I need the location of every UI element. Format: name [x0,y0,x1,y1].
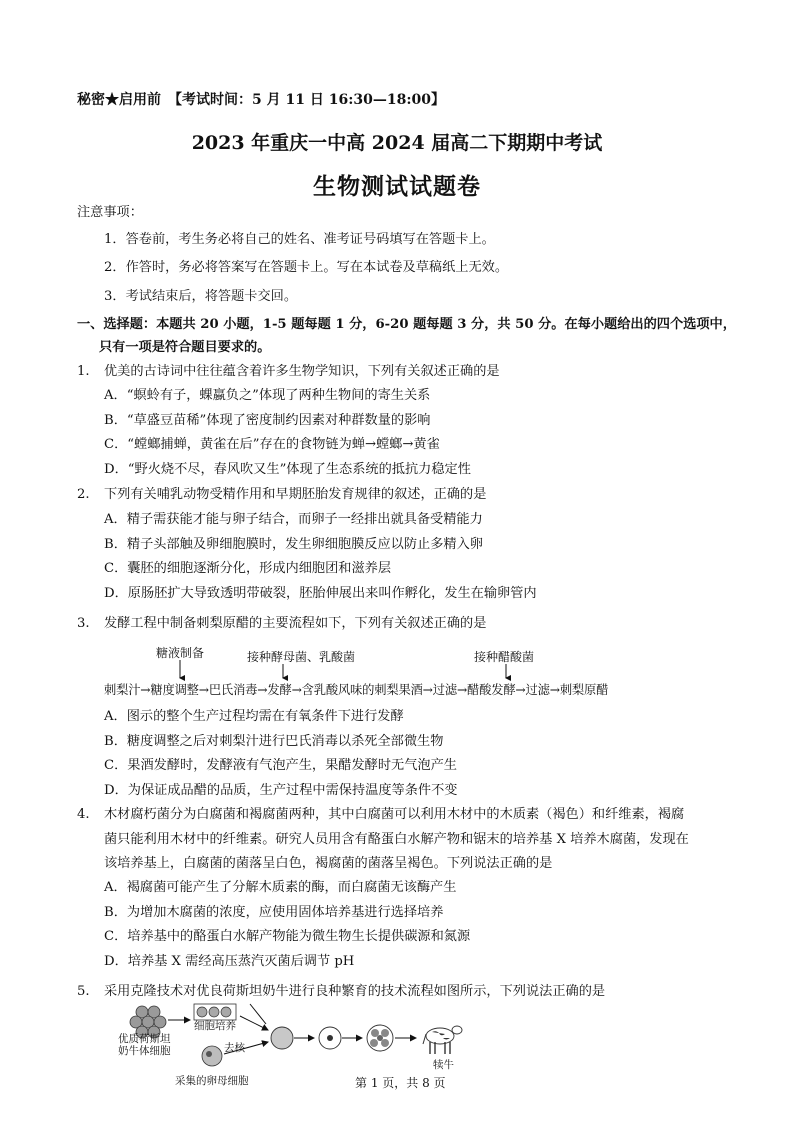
question-stem: 采用克隆技术对优良荷斯坦奶牛进行良种繁育的技术流程如图所示，下列说法正确的是 [104,984,606,999]
zygote-icon [319,1027,341,1049]
question-stem: 菌只能利用木材中的纤维素。研究人员用含有酪蛋白水解产物和锯末的培养基 X 培养木腐菌，发现在 [104,832,689,847]
question-stem: 优美的古诗词中往往蕴含着许多生物学知识，下列有关叙述正确的是 [104,364,500,379]
exam-secret-line: 秘密★启用前 【考试时间：5 月 11 日 16:30—18:00】 [77,92,445,108]
question-option: D．原肠胚扩大导致透明带破裂，胚胎伸展出来叫作孵化，发生在输卵管内 [104,586,537,601]
note-item: 3．考试结束后，将答题卡交回。 [104,289,298,304]
early-embryo-icon [367,1025,393,1051]
question-option: B．糖度调整之后对刺梨汁进行巴氏消毒以杀死全部微生物 [104,734,444,749]
question-option: C．“螳螂捕蝉，黄雀在后”存在的食物链为蝉→螳螂→黄雀 [104,437,440,452]
question-number: 4. [77,807,90,822]
question-number: 3. [77,616,90,631]
question-option: A．图示的整个生产过程均需在有氧条件下进行发酵 [104,709,404,724]
notes-heading: 注意事项： [77,205,143,220]
question-option: D．培养基 X 需经高压蒸汽灭菌后调节 pH [104,954,355,969]
question-stem: 木材腐朽菌分为白腐菌和褐腐菌两种，其中白腐菌可以利用木材中的木质素（褐色）和纤维素，褐腐 [104,807,685,822]
arrow-right-icon [240,1016,268,1030]
question-stem: 该培养基上，白腐菌的菌落呈白色，褐腐菌的菌落呈褐色。下列说法正确的是 [104,856,553,871]
question-option: C．培养基中的酪蛋白水解产物能为微生物生长提供碳源和氮源 [104,929,471,944]
calf-label: 犊牛 [433,1059,454,1071]
calf-icon [423,1026,462,1054]
injection-needle-icon [250,1004,266,1024]
section-heading-line1: 一、选择题：本题共 20 小题，1-5 题每题 1 分，6-20 题每题 3 分，共 50 分。在每小题给出的四个选项中， [77,317,736,332]
enucleate-label: 去核 [224,1042,245,1054]
oocyte-icon [202,1046,222,1066]
donor-cell-label-line1: 优质荷斯坦 [118,1033,171,1045]
flow-label-inoculate-acetic: 接种醋酸菌 [474,650,535,664]
note-item: 2．作答时，务必将答案写在答题卡上。写在本试卷及草稿纸上无效。 [104,260,509,275]
question-option: C．囊胚的细胞逐渐分化，形成内细胞团和滋养层 [104,561,392,576]
question-number: 1. [77,364,90,379]
question-option: D．“野火烧不尽，春风吹又生”体现了生态系统的抵抗力稳定性 [104,462,471,477]
oocyte-label: 采集的卵母细胞 [175,1075,249,1087]
question-option: B．为增加木腐菌的浓度，应使用固体培养基进行选择培养 [104,905,444,920]
question-option: D．为保证成品醋的品质，生产过程中需保持温度等条件不变 [104,783,458,798]
question-number: 5. [77,984,90,999]
note-item: 1．答卷前，考生务必将自己的姓名、准考证号码填写在答题卡上。 [104,232,495,247]
question-number: 2. [77,487,90,502]
cell-culture-label: 细胞培养 [194,1020,236,1032]
question-option: B．“草盛豆苗稀”体现了密度制约因素对种群数量的影响 [104,413,431,428]
page-number: 第 1 页，共 8 页 [355,1076,446,1090]
donor-cell-label [118,1033,171,1057]
question-option: A．精子需获能才能与卵子结合，而卵子一经排出就具备受精能力 [104,512,483,527]
question-stem: 下列有关哺乳动物受精作用和早期胚胎发育规律的叙述，正确的是 [104,487,487,502]
flow-label-inoculate-yeast: 接种酵母菌、乳酸菌 [247,650,356,664]
donor-cell-label-line2: 奶牛体细胞 [118,1045,171,1057]
exam-title: 2023 年重庆一中高 2024 届高二下期期中考试 [191,132,603,154]
question-option: C．果酒发酵时，发酵液有气泡产生，果醋发酵时无气泡产生 [104,758,457,773]
section-heading-line2: 只有一项是符合题目要求的。 [99,340,271,355]
question-option: A．“螟蛉有子，蜾蠃负之”体现了两种生物间的寄生关系 [104,388,431,403]
question-option: A．褐腐菌可能产生了分解木质素的酶，而白腐菌无该酶产生 [104,880,457,895]
flow-main-line: 刺梨汁→糖度调整→巴氏消毒→发酵→含乳酸风味的刺梨果酒→过滤→醋酸发酵→过滤→刺梨原醋 [104,683,609,697]
reconstructed-egg-icon [271,1027,293,1049]
exam-subtitle: 生物测试试题卷 [313,173,481,200]
flow-label-sugar-prep: 糖液制备 [156,646,205,660]
question-option: B．精子头部触及卵细胞膜时，发生卵细胞膜反应以防止多精入卵 [104,537,483,552]
question-stem: 发酵工程中制备刺梨原醋的主要流程如下，下列有关叙述正确的是 [104,616,487,631]
